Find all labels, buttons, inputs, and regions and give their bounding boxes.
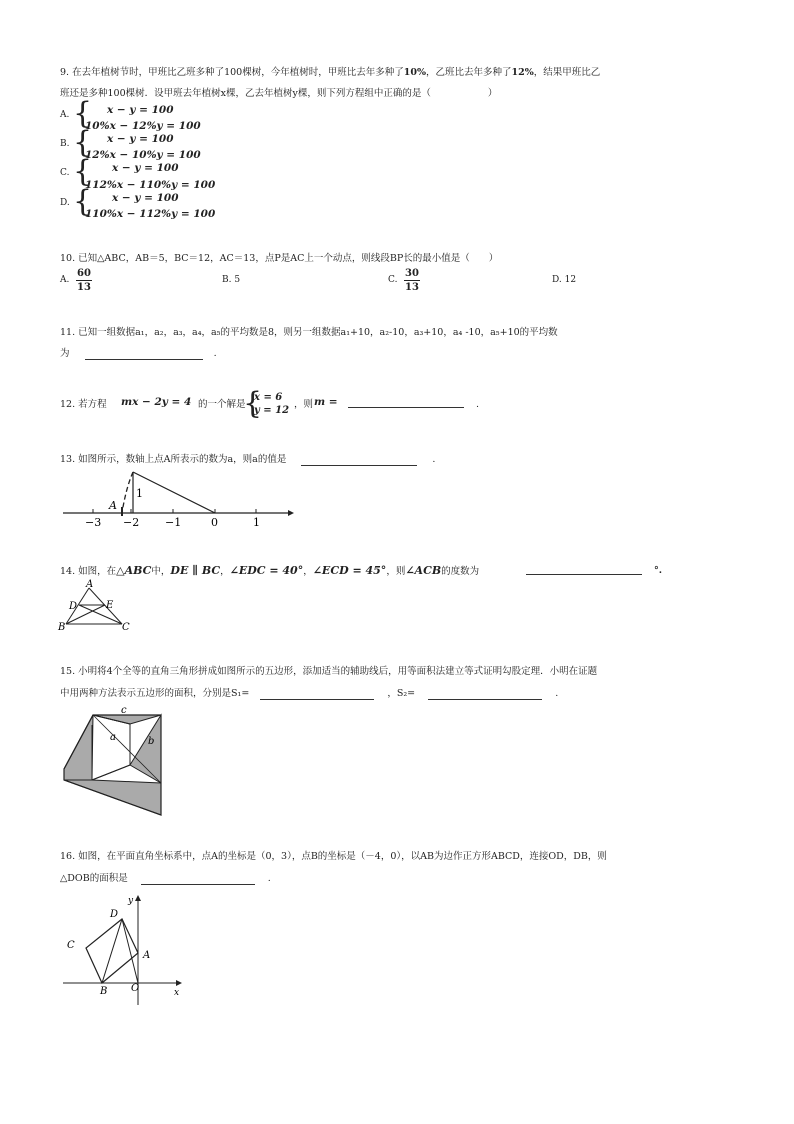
vertex-label: C: [122, 622, 130, 633]
numerator: 60: [77, 268, 91, 279]
point-label: C: [67, 940, 75, 951]
triangle-figure: [58, 578, 148, 638]
q9-line2: 班还是多种100棵树．设甲班去年植树x棵，乙去年植树y棵，则下列方程组中正确的是（ ）: [60, 88, 498, 99]
q16-line2: △DOB的面积是 .: [60, 873, 271, 884]
answer-blank-s1[interactable]: [260, 689, 374, 700]
tick-label: 0: [211, 516, 218, 529]
option-eq1: x − y = 100: [112, 162, 179, 174]
brace-icon: {: [243, 386, 263, 421]
q14-text: 14. 如图，在△ABC中，DE ∥ BC，∠EDC = 40°，∠ECD = 45°，则∠ACB的度数为: [60, 564, 480, 577]
answer-blank[interactable]: [301, 455, 417, 466]
q10-option-b[interactable]: B. 5: [222, 275, 241, 285]
tick-label: −2: [123, 516, 140, 529]
side-label: c: [121, 705, 127, 716]
denominator: 13: [405, 282, 419, 293]
q12-m: m =: [314, 396, 338, 408]
q12-post: ，则: [294, 399, 314, 410]
brace-icon: {: [73, 184, 93, 219]
vertex-label: E: [106, 600, 114, 611]
option-eq1: x − y = 100: [107, 104, 174, 116]
option-eq2: 110%x − 112%y = 100: [85, 208, 216, 220]
option-label: C.: [60, 168, 70, 178]
option-label: B.: [60, 139, 70, 149]
numerator: 30: [405, 268, 419, 279]
q12-equation: mx − 2y = 4: [121, 396, 192, 408]
tick-label: −1: [165, 516, 182, 529]
option-label: D.: [60, 198, 70, 208]
height-label: 1: [136, 487, 143, 500]
q12-solution-x: x = 6: [254, 392, 283, 403]
option-eq2: 10%x − 12%y = 100: [85, 120, 201, 132]
q9-line1: 9. 在去年植树节时，甲班比乙班多种了100棵树，今年植树时，甲班比去年多种了10%，乙班比去年多种了12%，结果甲班比乙: [60, 67, 601, 78]
option-label: A.: [60, 275, 70, 285]
q12-mid: 的一个解是: [198, 399, 246, 410]
q11-text: 11. 已知一组数据a₁，a₂，a₃，a₄，a₅的平均数是8，则另一组数据a₁+10，a₂-10，a₃+10，a₄ -10，a₅+10的平均数: [60, 327, 558, 338]
pentagon-figure: [58, 705, 168, 815]
point-a-label: A: [109, 499, 117, 512]
number-line-figure: [58, 470, 298, 530]
denominator: 13: [77, 282, 91, 293]
q13-text: 13. 如图所示，数轴上点A所表示的数为a，则a的值是 .: [60, 454, 436, 465]
tick-label: −3: [85, 516, 102, 529]
tick-label: 1: [253, 516, 260, 529]
option-eq2: 112%x − 110%y = 100: [85, 179, 216, 191]
fraction: [404, 268, 420, 293]
q14-degree: °.: [654, 565, 663, 576]
point-label: B: [100, 986, 108, 997]
answer-blank[interactable]: [348, 397, 464, 408]
q15-line1: 15. 小明将4个全等的直角三角形拼成如图所示的五边形，添加适当的辅助线后，用等面积法建立等式证明勾股定理．小明在证题: [60, 666, 598, 677]
answer-blank[interactable]: [141, 874, 255, 885]
q16-line1: 16. 如图，在平面直角坐标系中，点A的坐标是（0，3），点B的坐标是（－4，0），以AB为边作正方形ABCD，连接OD，DB，则: [60, 851, 607, 862]
q10-text: 10. 已知△ABC，AB＝5，BC＝12，AC＝13，点P是AC上一个动点，则线段BP长的最小值是（ ）: [60, 253, 499, 264]
answer-blank-s2[interactable]: [428, 689, 542, 700]
option-label: A.: [60, 110, 70, 120]
q10-option-d[interactable]: D. 12: [552, 275, 577, 285]
option-eq1: x − y = 100: [107, 133, 174, 145]
option-label: C.: [388, 275, 398, 285]
option-eq1: x − y = 100: [112, 192, 179, 204]
vertex-label: B: [58, 622, 66, 633]
brace-icon: {: [73, 96, 93, 131]
point-label: D: [110, 909, 119, 920]
q12-pre: 12. 若方程: [60, 399, 107, 410]
side-label: b: [148, 736, 155, 747]
side-label: a: [110, 732, 116, 743]
fraction: [76, 268, 92, 293]
q15-line2: 中用两种方法表示五边形的面积，分别是S₁= ，S₂= .: [60, 688, 559, 699]
coordinate-figure: [58, 893, 188, 1013]
option-eq2: 12%x − 10%y = 100: [85, 149, 201, 161]
point-label: A: [143, 950, 151, 961]
q11-line2: 为 .: [60, 348, 217, 359]
answer-blank[interactable]: [526, 564, 642, 575]
q12-solution-y: y = 12: [254, 405, 290, 416]
brace-icon: {: [73, 154, 93, 189]
q12-end: .: [476, 399, 480, 410]
brace-icon: {: [73, 125, 93, 160]
vertex-label: A: [86, 579, 94, 590]
axis-label: x: [174, 988, 180, 998]
vertex-label: D: [69, 601, 78, 612]
answer-blank[interactable]: [85, 349, 203, 360]
point-label: O: [131, 983, 140, 994]
axis-label: y: [128, 896, 134, 906]
